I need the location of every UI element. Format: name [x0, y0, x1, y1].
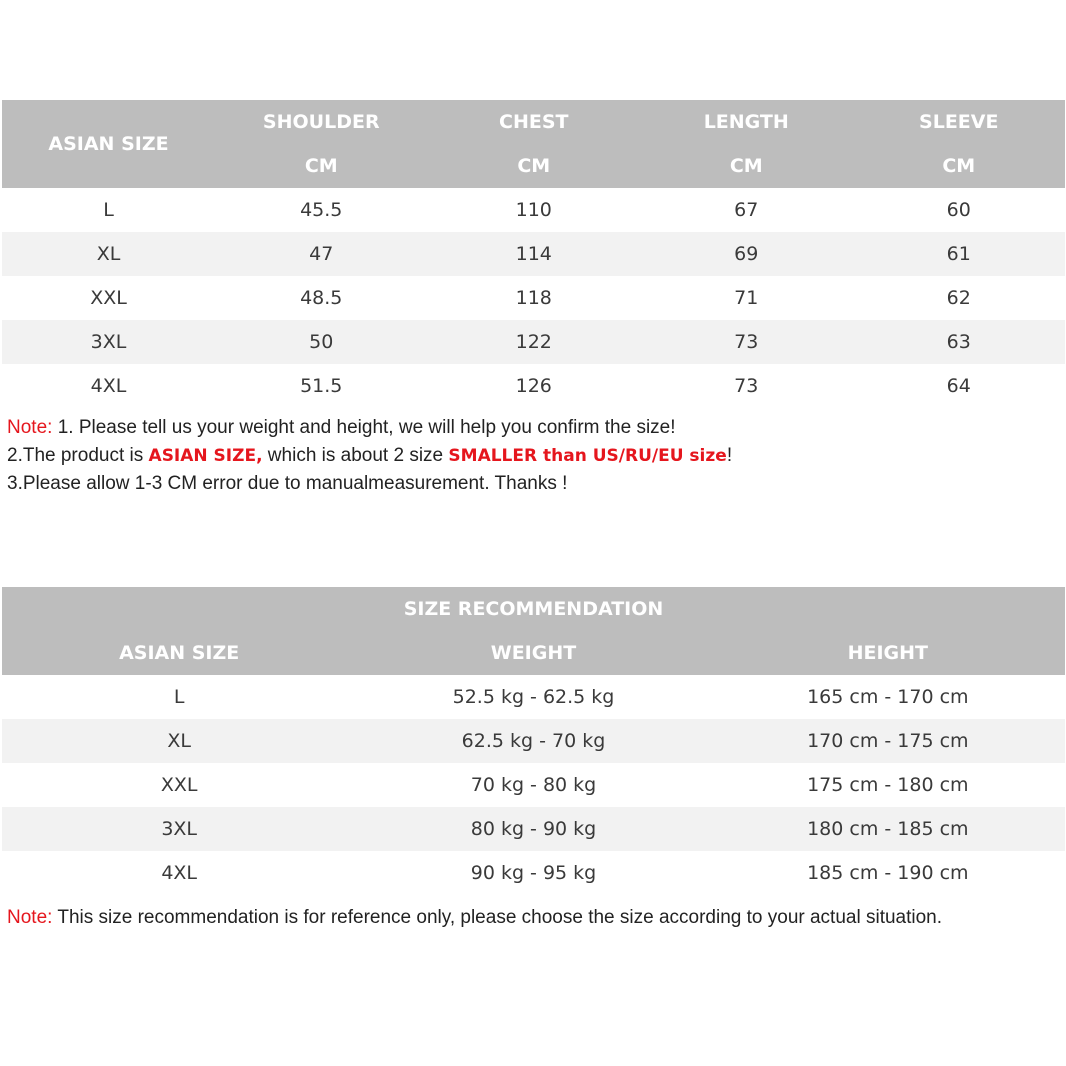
- note-label: Note:: [7, 907, 53, 928]
- table-cell: 48.5: [300, 287, 343, 309]
- table-cell: 180 cm - 185 cm: [711, 807, 1065, 851]
- table-cell: 80 kg - 90 kg: [356, 807, 710, 851]
- table-cell: 122: [428, 320, 641, 364]
- table-cell: 64: [946, 375, 971, 397]
- header-sleeve: SLEEVE: [853, 100, 1066, 144]
- table-cell: XL: [2, 719, 356, 763]
- size-notes: [7, 414, 732, 498]
- table-cell: 175 cm - 180 cm: [807, 774, 969, 796]
- table-cell: 110: [515, 199, 552, 221]
- table-row: [2, 276, 1065, 320]
- table-row: [2, 807, 1065, 851]
- table-cell: 71: [734, 287, 759, 309]
- unit-cm: CM: [853, 144, 1066, 188]
- table-cell: 185 cm - 190 cm: [807, 862, 969, 884]
- table-cell: 52.5 kg - 62.5 kg: [452, 686, 615, 708]
- note-text: which is about 2 size: [262, 445, 449, 466]
- table-cell: 50: [215, 320, 428, 364]
- note-line-2: [7, 442, 732, 470]
- size-recommendation-table: [2, 587, 1065, 895]
- table-cell: 3XL: [2, 807, 356, 851]
- note-text: 1. Please tell us your weight and height, we will help you confirm the size!: [52, 417, 676, 438]
- table-title: SIZE RECOMMENDATION: [2, 587, 1065, 631]
- header-length: LENGTH: [640, 100, 853, 144]
- header-asian-size: ASIAN SIZE: [2, 100, 215, 188]
- size-chart-table: [2, 100, 1065, 408]
- note-text: !: [726, 445, 733, 466]
- table-cell: L: [173, 686, 185, 708]
- table-row: [2, 232, 1065, 276]
- note-line-3: 3.Please allow 1-3 CM error due to manualmeasurement. Thanks !: [7, 473, 568, 494]
- table-cell: 4XL: [90, 375, 127, 397]
- table-cell: 70 kg - 80 kg: [470, 774, 597, 796]
- unit-cm: CM: [640, 144, 853, 188]
- table-cell: 73: [640, 320, 853, 364]
- header-asian-size: ASIAN SIZE: [2, 631, 356, 675]
- note-highlight: SMALLER than US/RU/EU size: [448, 446, 727, 466]
- unit-cm: CM: [428, 144, 641, 188]
- header-shoulder: SHOULDER: [215, 100, 428, 144]
- header-weight: WEIGHT: [356, 631, 710, 675]
- note-highlight: ASIAN SIZE,: [148, 446, 263, 466]
- table-cell: 114: [428, 232, 641, 276]
- table-cell: 47: [215, 232, 428, 276]
- table-cell: 62: [946, 287, 971, 309]
- table-cell: 62.5 kg - 70 kg: [356, 719, 710, 763]
- table-cell: 67: [734, 199, 759, 221]
- table-cell: 118: [515, 287, 552, 309]
- note-text: This size recommendation is for reference only, please choose the size according to your actual situation.: [52, 907, 943, 928]
- table-cell: 51.5: [300, 375, 343, 397]
- table-cell: 63: [853, 320, 1066, 364]
- table-cell: 61: [853, 232, 1066, 276]
- table-row: [2, 719, 1065, 763]
- note-line-1: [7, 414, 732, 442]
- table-cell: XXL: [90, 287, 127, 309]
- table-cell: 165 cm - 170 cm: [807, 686, 969, 708]
- table-row: [2, 320, 1065, 364]
- table-cell: 60: [946, 199, 971, 221]
- table-cell: 90 kg - 95 kg: [470, 862, 597, 884]
- table-cell: 4XL: [161, 862, 198, 884]
- table-cell: XXL: [160, 774, 198, 796]
- title-row: [2, 587, 1065, 631]
- table-cell: 3XL: [2, 320, 215, 364]
- table-row: [2, 851, 1065, 895]
- header-row: [2, 100, 1065, 144]
- table-cell: 73: [734, 375, 759, 397]
- recommendation-note: [7, 904, 1017, 932]
- table-cell: L: [103, 199, 114, 221]
- header-chest: CHEST: [428, 100, 641, 144]
- table-cell: 69: [640, 232, 853, 276]
- table-cell: XL: [2, 232, 215, 276]
- table-row: [2, 364, 1065, 408]
- note-label: Note:: [7, 417, 53, 438]
- header-row: [2, 631, 1065, 675]
- unit-cm: CM: [215, 144, 428, 188]
- note-text: 2.The product is: [7, 445, 149, 466]
- table-row: [2, 763, 1065, 807]
- table-cell: 170 cm - 175 cm: [711, 719, 1065, 763]
- table-cell: 45.5: [300, 199, 343, 221]
- table-row: [2, 188, 1065, 232]
- table-cell: 126: [515, 375, 552, 397]
- header-height: HEIGHT: [711, 631, 1065, 675]
- table-row: [2, 675, 1065, 719]
